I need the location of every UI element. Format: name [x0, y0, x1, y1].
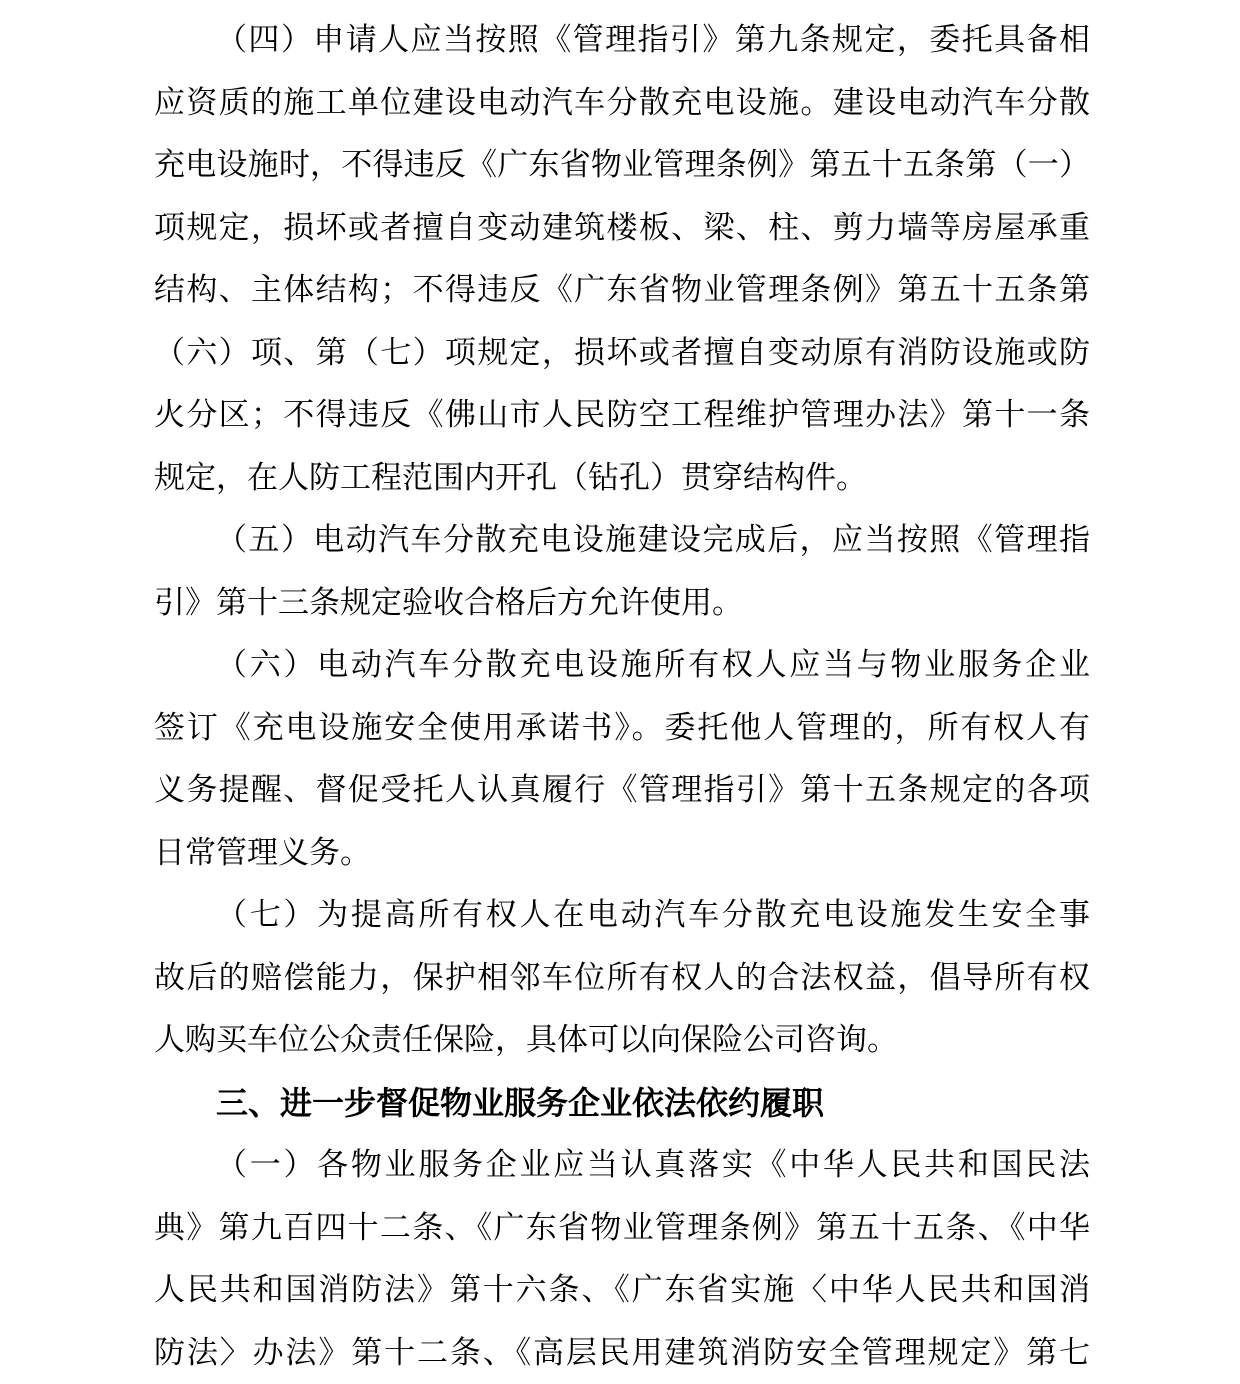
text-line: 引》第十三条规定验收合格后方允许使用。 [154, 584, 743, 620]
paragraph-item-5 [154, 509, 1090, 634]
text-line: 防法〉办法》第十二条、《高层民用建筑消防安全管理规定》第七 [154, 1334, 1090, 1370]
text-line: （六）项、第（七）项规定，损坏或者擅自变动原有消防设施或防 [154, 334, 1090, 370]
text-line: 人民共和国消防法》第十六条、《广东省实施〈中华人民共和国消 [154, 1272, 1090, 1307]
text-line: 日常管理义务。 [154, 834, 371, 870]
text-line: 签订《充电设施安全使用承诺书》。委托他人管理的，所有权人有 [154, 709, 1090, 745]
text-line: （六）电动汽车分散充电设施所有权人应当与物业服务企业 [216, 647, 1090, 682]
text-line: 项规定，损坏或者擅自变动建筑楼板、梁、柱、剪力墙等房屋承重 [154, 209, 1090, 245]
paragraph-item-6 [154, 634, 1090, 884]
text-line: 典》第九百四十二条、《广东省物业管理条例》第五十五条、《中华 [154, 1209, 1090, 1245]
paragraph-item-4 [154, 9, 1090, 509]
text-line: 结构、主体结构；不得违反《广东省物业管理条例》第五十五条第 [154, 272, 1090, 307]
text-line: （一）各物业服务企业应当认真落实《中华人民共和国民法 [216, 1147, 1090, 1182]
text-line: （七）为提高所有权人在电动汽车分散充电设施发生安全事 [216, 897, 1090, 932]
paragraph-item-7 [154, 884, 1090, 1072]
text-line: （五）电动汽车分散充电设施建设完成后，应当按照《管理指 [216, 522, 1090, 557]
text-line: 故后的赔偿能力，保护相邻车位所有权人的合法权益，倡导所有权 [154, 959, 1090, 995]
text-line: 火分区；不得违反《佛山市人民防空工程维护管理办法》第十一条 [154, 397, 1090, 432]
paragraph-section-3-item-1 [154, 1134, 1090, 1384]
text-line: 应资质的施工单位建设电动汽车分散充电设施。建设电动汽车分散 [154, 84, 1090, 120]
document-body [154, 9, 1090, 1384]
section-3-heading [154, 1072, 1090, 1135]
text-line: （四）申请人应当按照《管理指引》第九条规定，委托具备相 [216, 22, 1090, 57]
text-line: 义务提醒、督促受托人认真履行《管理指引》第十五条规定的各项 [154, 772, 1090, 807]
text-line: 人购买车位公众责任保险，具体可以向保险公司咨询。 [154, 1022, 898, 1057]
text-line: 充电设施时，不得违反《广东省物业管理条例》第五十五条第（一） [154, 147, 1090, 182]
section-heading: 三、进一步督促物业服务企业依法依约履职 [216, 1084, 825, 1121]
text-line: 规定，在人防工程范围内开孔（钻孔）贯穿结构件。 [154, 459, 867, 495]
